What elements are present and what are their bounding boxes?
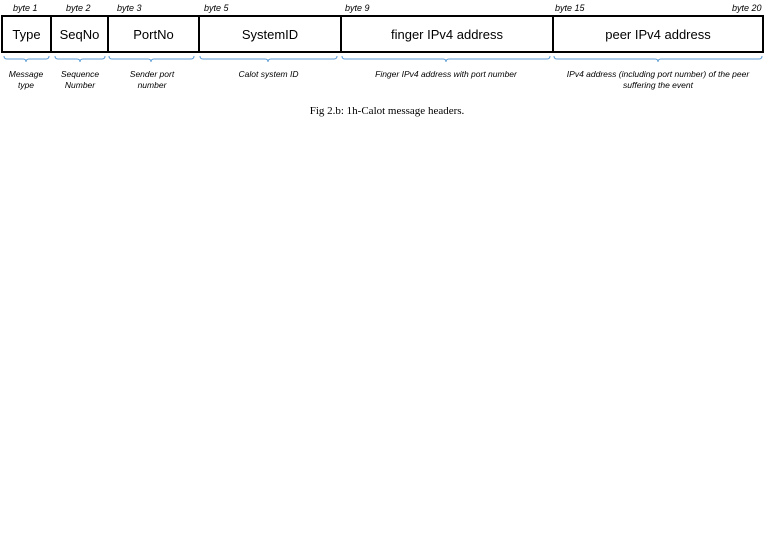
byte-label-20: byte 20 (732, 3, 762, 13)
field-peer-ipv4: peer IPv4 address (605, 26, 711, 42)
brace-seqno (54, 55, 106, 63)
byte-label-1: byte 1 (13, 3, 38, 13)
field-type: Type (3, 17, 52, 51)
brace-portno (108, 55, 195, 63)
byte-label-5: byte 5 (204, 3, 229, 13)
field-seqno: SeqNo (52, 17, 109, 51)
field-finger-ipv4: finger IPv4 address (342, 17, 554, 51)
message-header-fields (1, 15, 764, 53)
desc-seqno: Sequence Number (60, 69, 100, 90)
byte-label-15: byte 15 (555, 3, 585, 13)
brace-type (3, 55, 50, 63)
field-portno: PortNo (109, 17, 200, 51)
desc-finger-ipv4: Finger IPv4 address with port number (375, 69, 517, 79)
desc-portno: Sender port number (129, 69, 175, 90)
brace-peer-ipv4 (553, 55, 763, 63)
desc-type: Message type (8, 69, 44, 90)
brace-systemid (199, 55, 338, 63)
byte-label-9: byte 9 (345, 3, 370, 13)
byte-label-2: byte 2 (66, 3, 91, 13)
field-systemid: SystemID (200, 17, 342, 51)
brace-finger-ipv4 (341, 55, 551, 63)
desc-peer-ipv4: IPv4 address (including port number) of the peer suffering the event (566, 69, 750, 90)
figure-caption: Fig 2.b: 1h-Calot message headers. (309, 105, 465, 117)
desc-systemid: Calot system ID (238, 69, 299, 79)
byte-label-3: byte 3 (117, 3, 142, 13)
